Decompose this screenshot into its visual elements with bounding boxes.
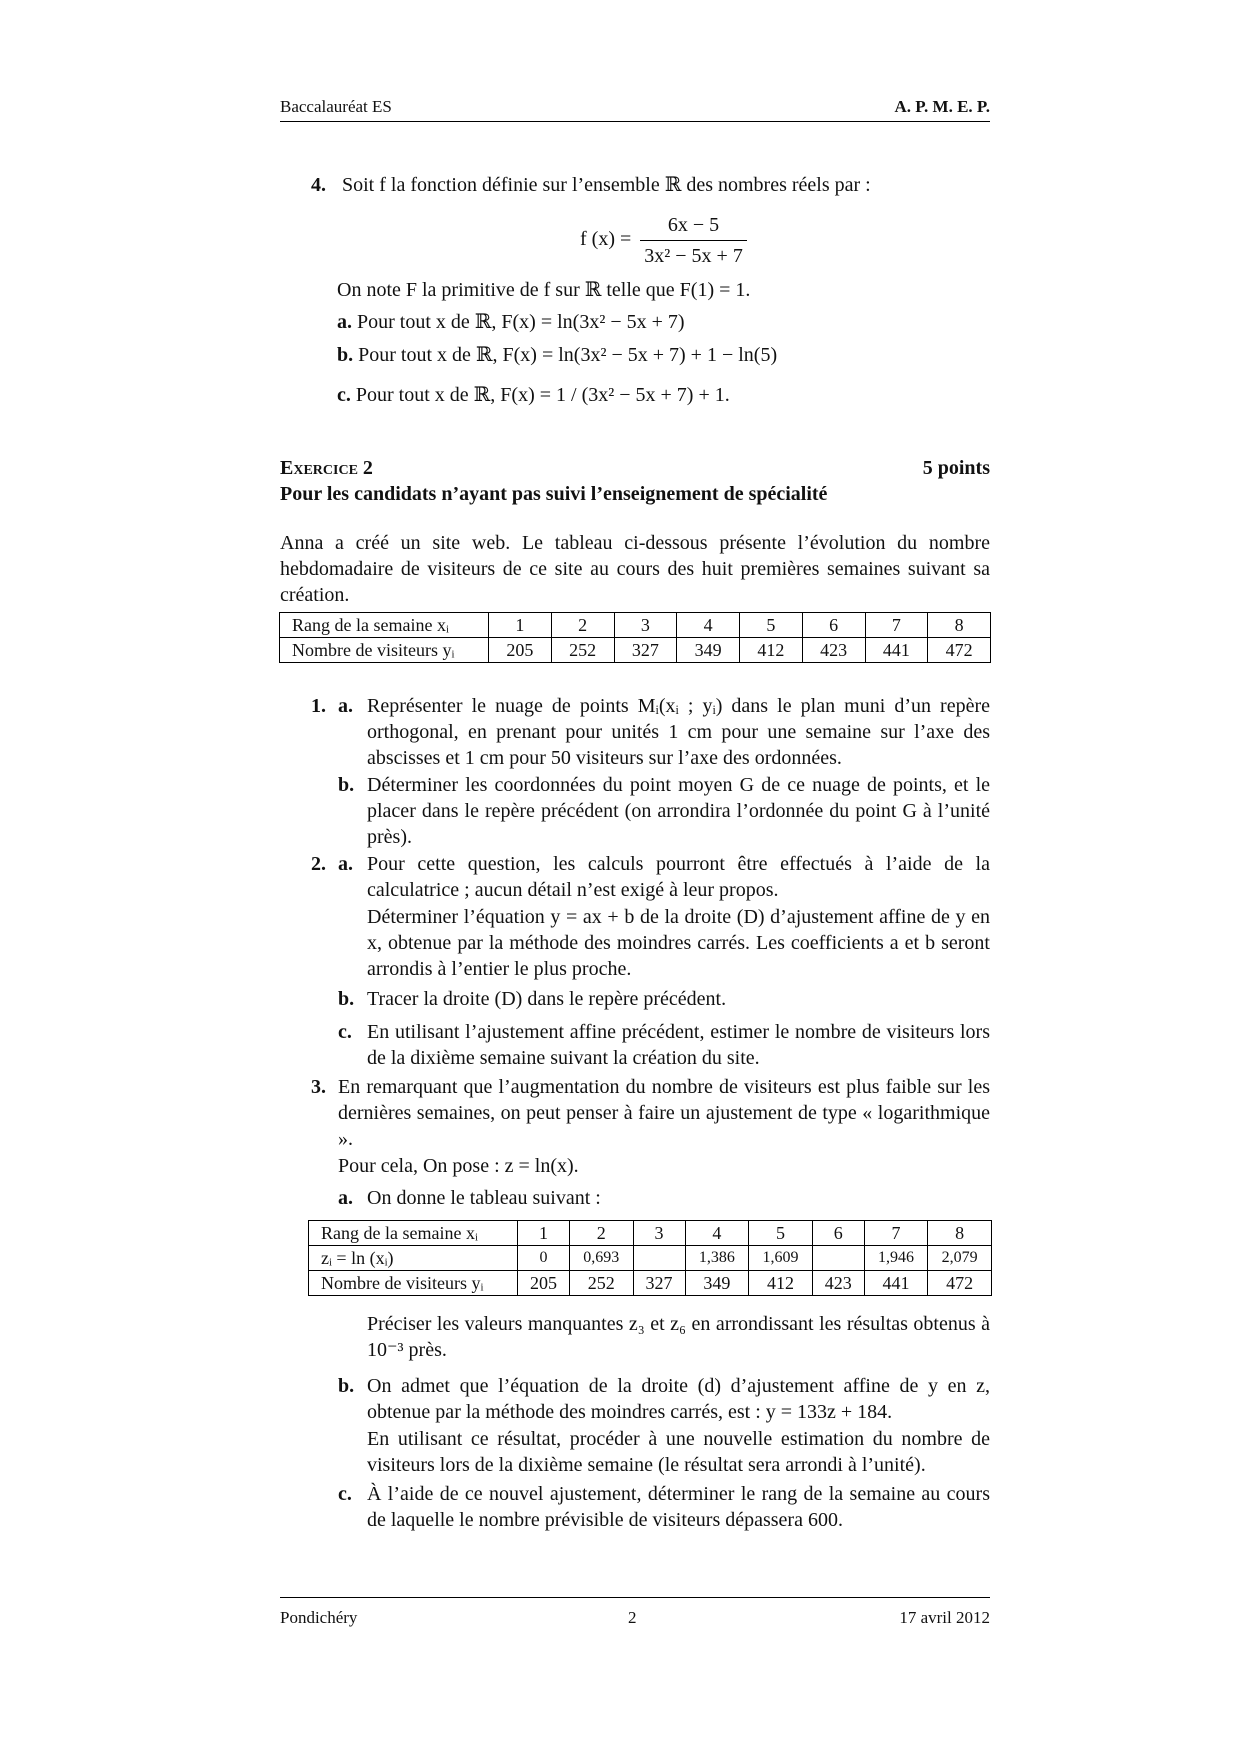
table-cell: 412	[749, 1271, 813, 1296]
table-cell: 441	[865, 638, 928, 663]
table-cell: 6	[812, 1221, 864, 1246]
table-row-label: Rang de la semaine xᵢ	[280, 613, 489, 638]
header-right: A. P. M. E. P.	[894, 97, 990, 116]
table-row	[309, 1221, 992, 1246]
q1a-letter	[338, 693, 353, 719]
q4-option-b-letter: b.	[337, 344, 354, 366]
log-table	[308, 1220, 992, 1296]
q3-number-label: 3.	[311, 1076, 326, 1098]
table-cell: 205	[518, 1271, 570, 1296]
q2b-text: Tracer la droite (D) dans le repère précédent.	[367, 988, 727, 1010]
q2a-text2: Déterminer l’équation y = ax + b de la droite (D) d’ajustement affine de y en x, obtenue par la méthode des moindres carrés. Les coefficients a et b seront arrondis à l’entier le plus proche.	[367, 906, 990, 980]
q3c-text: À l’aide de ce nouvel ajustement, déterminer le rang de la semaine au cours de laquelle le nombre prévisible de visiteurs dépassera 600.	[367, 1483, 990, 1531]
q4-intro: Soit f la fonction définie sur l’ensemble ℝ des nombres réels par :	[342, 174, 871, 196]
table-row-label: zᵢ = ln (xᵢ)	[309, 1246, 518, 1271]
table-cell: 2	[551, 613, 614, 638]
q3c-letter	[338, 1481, 352, 1507]
table-cell: 252	[551, 638, 614, 663]
table-cell: 4	[685, 1221, 749, 1246]
table-row-label: Nombre de visiteurs yᵢ	[280, 638, 489, 663]
table-row-label: Nombre de visiteurs yᵢ	[309, 1271, 518, 1296]
q2a-letter	[338, 851, 353, 877]
table-cell	[812, 1246, 864, 1271]
q1b-letter-label: b.	[338, 774, 355, 796]
table-cell: 8	[928, 613, 991, 638]
table-cell: 7	[865, 613, 928, 638]
table-cell: 2,079	[928, 1246, 992, 1271]
q3a-after: Préciser les valeurs manquantes z₃ et z₆ en arrondissant les résultas obtenus à 10⁻³ près.	[367, 1313, 990, 1361]
exercise-title: Exercice 2	[280, 457, 373, 479]
q4-option-a	[337, 309, 685, 335]
q2a-letter-label: a.	[338, 853, 353, 875]
q4-formula	[580, 212, 751, 269]
header-left: Baccalauréat ES	[280, 97, 392, 116]
table-cell: 2	[569, 1221, 633, 1246]
q3b-letter	[338, 1373, 354, 1399]
table-cell: 349	[677, 638, 740, 663]
table-cell: 3	[633, 1221, 685, 1246]
table-row	[309, 1246, 992, 1271]
q4-number: 4.	[311, 174, 326, 196]
q2a-text1: Pour cette question, les calculs pourront être effectués à l’aide de la calculatrice ; aucun détail n’est exigé à leur propos.	[367, 853, 990, 901]
table-row	[280, 638, 991, 663]
table-cell: 472	[928, 1271, 992, 1296]
table-cell: 8	[928, 1221, 992, 1246]
q3a-text: On donne le tableau suivant :	[367, 1187, 601, 1209]
table-cell: 327	[633, 1271, 685, 1296]
visitors-table	[279, 612, 991, 663]
q1b-text: Déterminer les coordonnées du point moyen G de ce nuage de points, et le placer dans le repère précédent (on arrondira l’ordonnée du point G à l’unité près).	[367, 774, 990, 848]
table-cell: 5	[749, 1221, 813, 1246]
q4-option-c-text: Pour tout x de ℝ, F(x) = 1 / (3x² − 5x + 7) + 1.	[355, 384, 730, 406]
table-cell: 6	[802, 613, 865, 638]
q4-option-c-letter: c.	[337, 384, 351, 406]
q3a-letter	[338, 1185, 353, 1211]
footer-left: Pondichéry	[280, 1608, 358, 1627]
table-row	[280, 613, 991, 638]
table-cell: 1,609	[749, 1246, 813, 1271]
table-cell: 4	[677, 613, 740, 638]
table-cell: 3	[614, 613, 677, 638]
table-cell: 205	[489, 638, 552, 663]
table-cell: 412	[740, 638, 803, 663]
q3-text: En remarquant que l’augmentation du nombre de visiteurs est plus faible sur les dernières semaines, on peut penser à faire un ajustement de type « logarithmique ».	[338, 1076, 990, 1150]
q4-formula-denominator: 3x² − 5x + 7	[644, 245, 743, 267]
q3-pose: Pour cela, On pose : z = ln(x).	[338, 1155, 579, 1177]
table-cell: 1,386	[685, 1246, 749, 1271]
q3c-letter-label: c.	[338, 1483, 352, 1505]
q3a-letter-label: a.	[338, 1187, 353, 1209]
q4-option-b	[337, 342, 777, 368]
table-cell: 5	[740, 613, 803, 638]
table-cell: 423	[802, 638, 865, 663]
table-cell: 7	[864, 1221, 928, 1246]
table-row-label: Rang de la semaine xᵢ	[309, 1221, 518, 1246]
exercise-intro: Anna a créé un site web. Le tableau ci-dessous présente l’évolution du nombre hebdomadaire de visiteurs de ce site au cours des huit premières semaines suivant sa création.	[280, 532, 990, 606]
table-cell: 1	[518, 1221, 570, 1246]
exercise-points: 5 points	[922, 457, 990, 479]
q2c-letter	[338, 1019, 352, 1045]
q3-number	[311, 1074, 326, 1100]
q4-formula-fraction	[640, 212, 747, 269]
q4-option-a-letter: a.	[337, 311, 352, 333]
table-cell: 252	[569, 1271, 633, 1296]
table-cell: 441	[864, 1271, 928, 1296]
q2c-text: En utilisant l’ajustement affine précédent, estimer le nombre de visiteurs lors de la dixième semaine suivant la création du site.	[367, 1021, 990, 1069]
q2-number-label: 2.	[311, 853, 326, 875]
table-cell: 472	[928, 638, 991, 663]
q2b-letter-label: b.	[338, 988, 355, 1010]
table-cell: 1	[489, 613, 552, 638]
q4-note: On note F la primitive de f sur ℝ telle que F(1) = 1.	[337, 279, 751, 301]
q4-option-b-text: Pour tout x de ℝ, F(x) = ln(3x² − 5x + 7) + 1 − ln(5)	[358, 344, 778, 366]
q3b-text2: En utilisant ce résultat, procéder à une nouvelle estimation du nombre de visiteurs lors de la dixième semaine (le résultat sera arrondi à l’unité).	[367, 1428, 990, 1476]
q2-number	[311, 851, 326, 877]
footer-right: 17 avril 2012	[899, 1608, 990, 1627]
header-rule	[280, 121, 990, 122]
table-cell: 327	[614, 638, 677, 663]
table-cell: 423	[812, 1271, 864, 1296]
q1-number-label: 1.	[311, 695, 326, 717]
q4-option-a-text: Pour tout x de ℝ, F(x) = ln(3x² − 5x + 7)	[357, 311, 685, 333]
q4-option-c	[337, 382, 730, 408]
q2b-letter	[338, 986, 354, 1012]
q4-intro-row	[311, 172, 991, 198]
q4-formula-lhs: f (x) =	[580, 228, 632, 251]
table-cell	[633, 1246, 685, 1271]
exercise-subtitle: Pour les candidats n’ayant pas suivi l’enseignement de spécialité	[280, 483, 828, 505]
q2c-letter-label: c.	[338, 1021, 352, 1043]
q1a-text: Représenter le nuage de points Mᵢ(xᵢ ; yᵢ) dans le plan muni d’un repère orthogonal, en prenant pour unités 1 cm pour une semaine sur l’axe des abscisses et 1 cm pour 50 visiteurs sur l’axe des ordonnées.	[367, 695, 990, 769]
table-cell: 1,946	[864, 1246, 928, 1271]
table-cell: 0	[518, 1246, 570, 1271]
q1b-letter	[338, 772, 354, 798]
q3b-text1: On admet que l’équation de la droite (d) d’ajustement affine de y en z, obtenue par la méthode des moindres carrés, est : y = 133z + 184.	[367, 1375, 990, 1423]
q4-formula-numerator: 6x − 5	[640, 212, 747, 241]
q1a-letter-label: a.	[338, 695, 353, 717]
page-number: 2	[628, 1608, 637, 1627]
table-row	[309, 1271, 992, 1296]
footer-rule	[280, 1597, 990, 1598]
q1-number	[311, 693, 326, 719]
q3b-letter-label: b.	[338, 1375, 355, 1397]
table-cell: 349	[685, 1271, 749, 1296]
table-cell: 0,693	[569, 1246, 633, 1271]
